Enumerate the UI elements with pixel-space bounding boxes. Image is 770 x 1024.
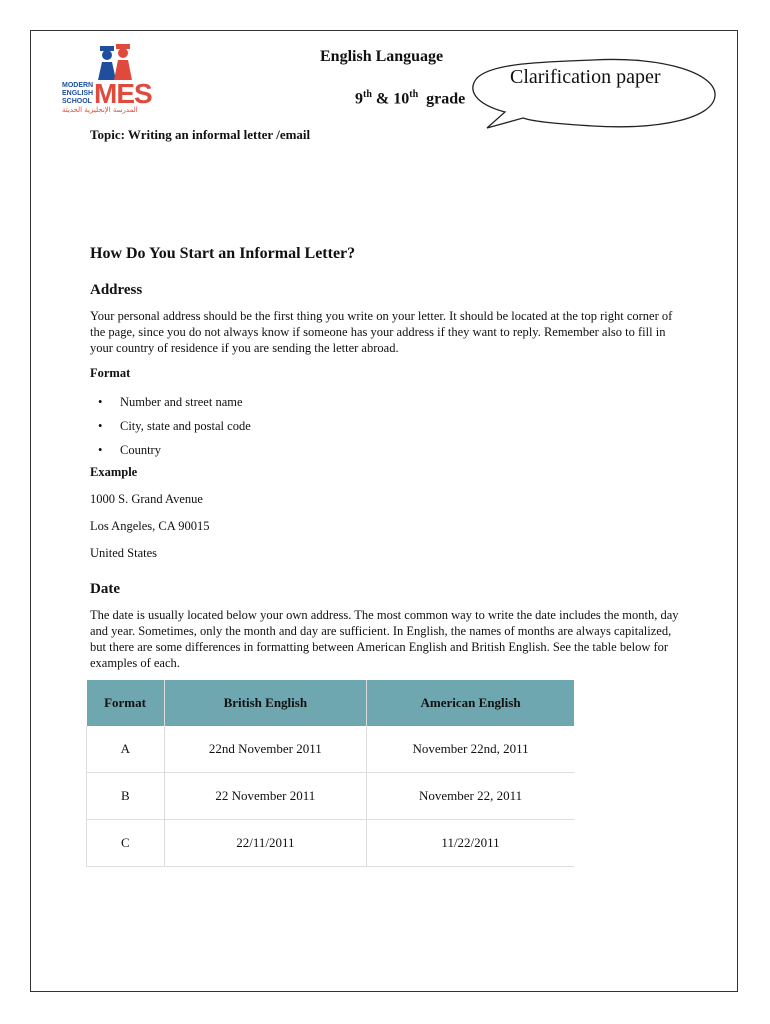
table-row	[87, 773, 575, 820]
school-logo	[62, 42, 152, 114]
format-label: Format	[90, 366, 131, 380]
table-row	[87, 820, 575, 867]
table-cell: November 22, 2011	[367, 773, 574, 820]
bubble-text: Clarification paper	[510, 66, 661, 88]
table-cell: B	[87, 773, 165, 820]
date-format-table	[86, 680, 574, 867]
list-item: • Number and street name	[90, 393, 251, 417]
grade-line: 9th & 10th grade	[355, 89, 466, 108]
list-item: • Country	[90, 441, 251, 465]
table-header-row	[87, 680, 575, 726]
column-header: Format	[87, 680, 165, 726]
table-cell: 22/11/2011	[164, 820, 367, 867]
table-cell: November 22nd, 2011	[367, 726, 574, 773]
table-cell: 22nd November 2011	[164, 726, 367, 773]
address-paragraph: Your personal address should be the first thing you write on your letter. It should be located at the top right corner of the page, since you do not always know if someone has your address if they want to reply. Remember also to fill in your country of residence if you are sending the letter abroad.	[90, 309, 673, 355]
table-cell: C	[87, 820, 165, 867]
topic-line: Topic: Writing an informal letter /email	[90, 127, 311, 142]
document-title: English Language	[320, 48, 444, 65]
date-paragraph: The date is usually located below your own address. The most common way to write the date includes the month, day and year. Sometimes, only the month and day are sufficient. In English, the names of months are always capitalized, but there are some differences in formatting between American English and British English. See the table below for examples of each.	[90, 608, 679, 670]
table-row	[87, 726, 575, 773]
table-cell: 22 November 2011	[164, 773, 367, 820]
example-label: Example	[90, 465, 138, 479]
brand-mark: MES	[94, 78, 152, 109]
address-heading: Address	[90, 282, 143, 298]
column-header: American English	[367, 680, 574, 726]
arabic-school-name: المدرسة الإنجليزية الحديثة	[62, 106, 138, 114]
list-item: • City, state and postal code	[90, 417, 251, 441]
table-cell: A	[87, 726, 165, 773]
example-line: Los Angeles, CA 90015	[90, 519, 210, 533]
table-cell: 11/22/2011	[367, 820, 574, 867]
column-header: British English	[164, 680, 367, 726]
example-line: 1000 S. Grand Avenue	[90, 492, 203, 506]
date-heading: Date	[90, 581, 120, 597]
school-name: MODERN ENGLISH SCHOOL	[62, 82, 94, 105]
format-list	[90, 393, 251, 465]
main-heading: How Do You Start an Informal Letter?	[90, 245, 356, 262]
speech-bubble-shape	[465, 52, 720, 137]
example-line: United States	[90, 546, 158, 560]
graduates-icon	[90, 42, 150, 82]
